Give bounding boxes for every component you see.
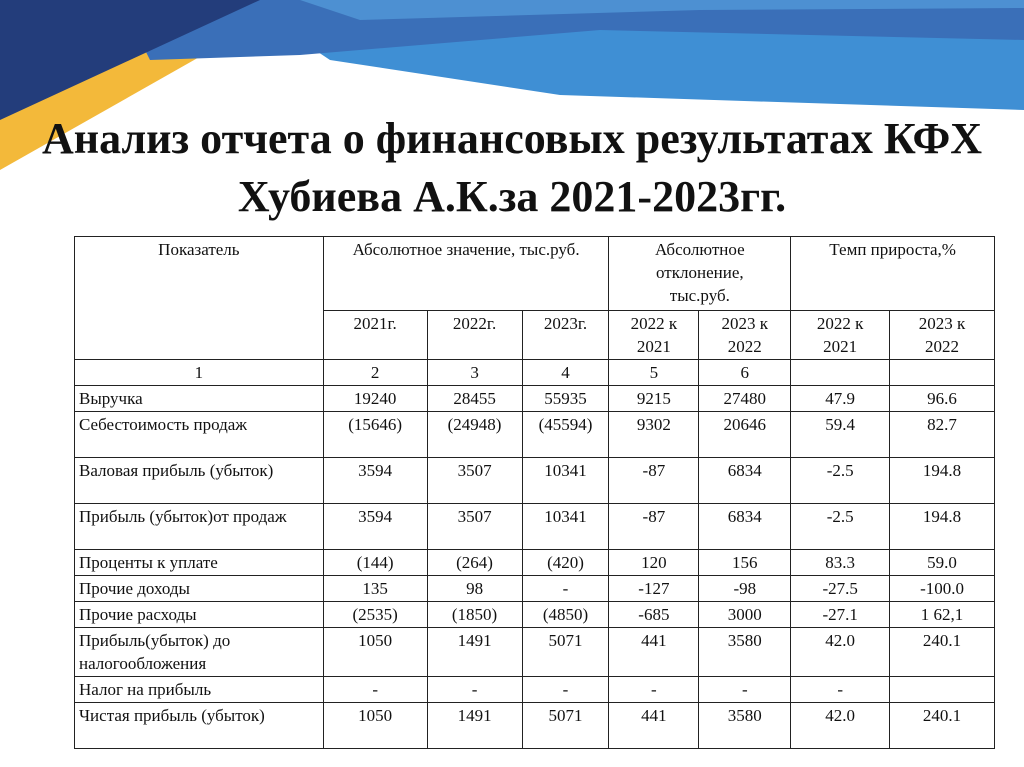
row-value: 1491 bbox=[427, 703, 522, 749]
row-value: 83.3 bbox=[791, 550, 890, 576]
row-value: 6834 bbox=[699, 504, 791, 550]
table-row bbox=[75, 628, 995, 677]
row-value: -27.1 bbox=[791, 602, 890, 628]
row-value: 1050 bbox=[323, 628, 427, 677]
column-number-row: 1 2 3 4 5 6 bbox=[75, 360, 995, 386]
row-value: 194.8 bbox=[890, 504, 995, 550]
financial-results-table bbox=[74, 236, 995, 749]
row-value: 135 bbox=[323, 576, 427, 602]
table-row bbox=[75, 386, 995, 412]
row-value: - bbox=[323, 677, 427, 703]
subheader-dev-2023-2022: 2023 к 2022 bbox=[699, 311, 791, 360]
row-value bbox=[890, 677, 995, 703]
dark-blue-corner bbox=[0, 0, 260, 120]
row-label: Себестоимость продаж bbox=[75, 412, 324, 458]
row-value: (45594) bbox=[522, 412, 609, 458]
table-row bbox=[75, 703, 995, 749]
row-value: - bbox=[522, 677, 609, 703]
row-label: Проценты к уплате bbox=[75, 550, 324, 576]
header-absolute: Абсолютное значение, тыс.руб. bbox=[323, 237, 609, 311]
row-value: 1050 bbox=[323, 703, 427, 749]
row-value: (144) bbox=[323, 550, 427, 576]
row-value: - bbox=[699, 677, 791, 703]
row-value: 240.1 bbox=[890, 703, 995, 749]
row-value: 120 bbox=[609, 550, 699, 576]
subheader-2022: 2022г. bbox=[427, 311, 522, 360]
title-line-2: Хубиева А.К.за 2021-2023гг. bbox=[237, 172, 787, 221]
table-row bbox=[75, 677, 995, 703]
row-value: 19240 bbox=[323, 386, 427, 412]
row-value: 5071 bbox=[522, 628, 609, 677]
row-value: - bbox=[609, 677, 699, 703]
row-label: Прибыль (убыток)от продаж bbox=[75, 504, 324, 550]
row-value: 6834 bbox=[699, 458, 791, 504]
row-value: 10341 bbox=[522, 458, 609, 504]
table-row bbox=[75, 602, 995, 628]
subheader-2023: 2023г. bbox=[522, 311, 609, 360]
header-row bbox=[75, 237, 995, 311]
row-value: 98 bbox=[427, 576, 522, 602]
row-value: 5071 bbox=[522, 703, 609, 749]
row-value: 3594 bbox=[323, 458, 427, 504]
row-value: 28455 bbox=[427, 386, 522, 412]
row-value: (15646) bbox=[323, 412, 427, 458]
row-value: (1850) bbox=[427, 602, 522, 628]
row-value: (2535) bbox=[323, 602, 427, 628]
row-value: (24948) bbox=[427, 412, 522, 458]
row-value: 194.8 bbox=[890, 458, 995, 504]
row-value: 96.6 bbox=[890, 386, 995, 412]
row-value: 20646 bbox=[699, 412, 791, 458]
row-value: 55935 bbox=[522, 386, 609, 412]
row-value: - bbox=[791, 677, 890, 703]
row-value: - bbox=[427, 677, 522, 703]
row-value: - bbox=[522, 576, 609, 602]
row-value: 59.0 bbox=[890, 550, 995, 576]
row-value: 27480 bbox=[699, 386, 791, 412]
row-value: -98 bbox=[699, 576, 791, 602]
table-body bbox=[75, 386, 995, 749]
row-value: 441 bbox=[609, 628, 699, 677]
row-value: 42.0 bbox=[791, 628, 890, 677]
row-value: -87 bbox=[609, 458, 699, 504]
row-value: -2.5 bbox=[791, 504, 890, 550]
header-deviation: Абсолютное отклонение, тыс.руб. bbox=[609, 237, 791, 311]
row-value: 3507 bbox=[427, 458, 522, 504]
table-row bbox=[75, 412, 995, 458]
row-value: (264) bbox=[427, 550, 522, 576]
row-value: 3000 bbox=[699, 602, 791, 628]
row-value: 1491 bbox=[427, 628, 522, 677]
subheader-growth-2022-2021: 2022 к 2021 bbox=[791, 311, 890, 360]
subheader-growth-2023-2022: 2023 к 2022 bbox=[890, 311, 995, 360]
row-label: Валовая прибыль (убыток) bbox=[75, 458, 324, 504]
row-value: 82.7 bbox=[890, 412, 995, 458]
slide-title bbox=[0, 110, 1024, 226]
title-line-1: Анализ отчета о финансовых результатах КФХ bbox=[41, 114, 983, 163]
row-value: -100.0 bbox=[890, 576, 995, 602]
row-value: 240.1 bbox=[890, 628, 995, 677]
row-label: Чистая прибыль (убыток) bbox=[75, 703, 324, 749]
row-value: 3507 bbox=[427, 504, 522, 550]
row-label: Налог на прибыль bbox=[75, 677, 324, 703]
row-value: 3580 bbox=[699, 628, 791, 677]
table-row bbox=[75, 576, 995, 602]
row-value: -685 bbox=[609, 602, 699, 628]
row-label: Прибыль(убыток) до налогообложения bbox=[75, 628, 324, 677]
row-value: 1 62,1 bbox=[890, 602, 995, 628]
row-value: 42.0 bbox=[791, 703, 890, 749]
table-row bbox=[75, 550, 995, 576]
row-label: Прочие расходы bbox=[75, 602, 324, 628]
row-value: 9215 bbox=[609, 386, 699, 412]
header-growth: Темп прироста,% bbox=[791, 237, 995, 311]
row-value: 156 bbox=[699, 550, 791, 576]
row-value: -2.5 bbox=[791, 458, 890, 504]
subheader-dev-2022-2021: 2022 к 2021 bbox=[609, 311, 699, 360]
row-value: (4850) bbox=[522, 602, 609, 628]
row-value: 9302 bbox=[609, 412, 699, 458]
row-value: 3580 bbox=[699, 703, 791, 749]
row-value: -127 bbox=[609, 576, 699, 602]
row-value: (420) bbox=[522, 550, 609, 576]
row-value: 10341 bbox=[522, 504, 609, 550]
row-value: 3594 bbox=[323, 504, 427, 550]
subheader-2021: 2021г. bbox=[323, 311, 427, 360]
table-row bbox=[75, 504, 995, 550]
row-value: 59.4 bbox=[791, 412, 890, 458]
row-label: Прочие доходы bbox=[75, 576, 324, 602]
row-value: 47.9 bbox=[791, 386, 890, 412]
row-value: -87 bbox=[609, 504, 699, 550]
header-indicator: Показатель bbox=[75, 237, 324, 360]
row-label: Выручка bbox=[75, 386, 324, 412]
row-value: 441 bbox=[609, 703, 699, 749]
row-value: -27.5 bbox=[791, 576, 890, 602]
table-row bbox=[75, 458, 995, 504]
